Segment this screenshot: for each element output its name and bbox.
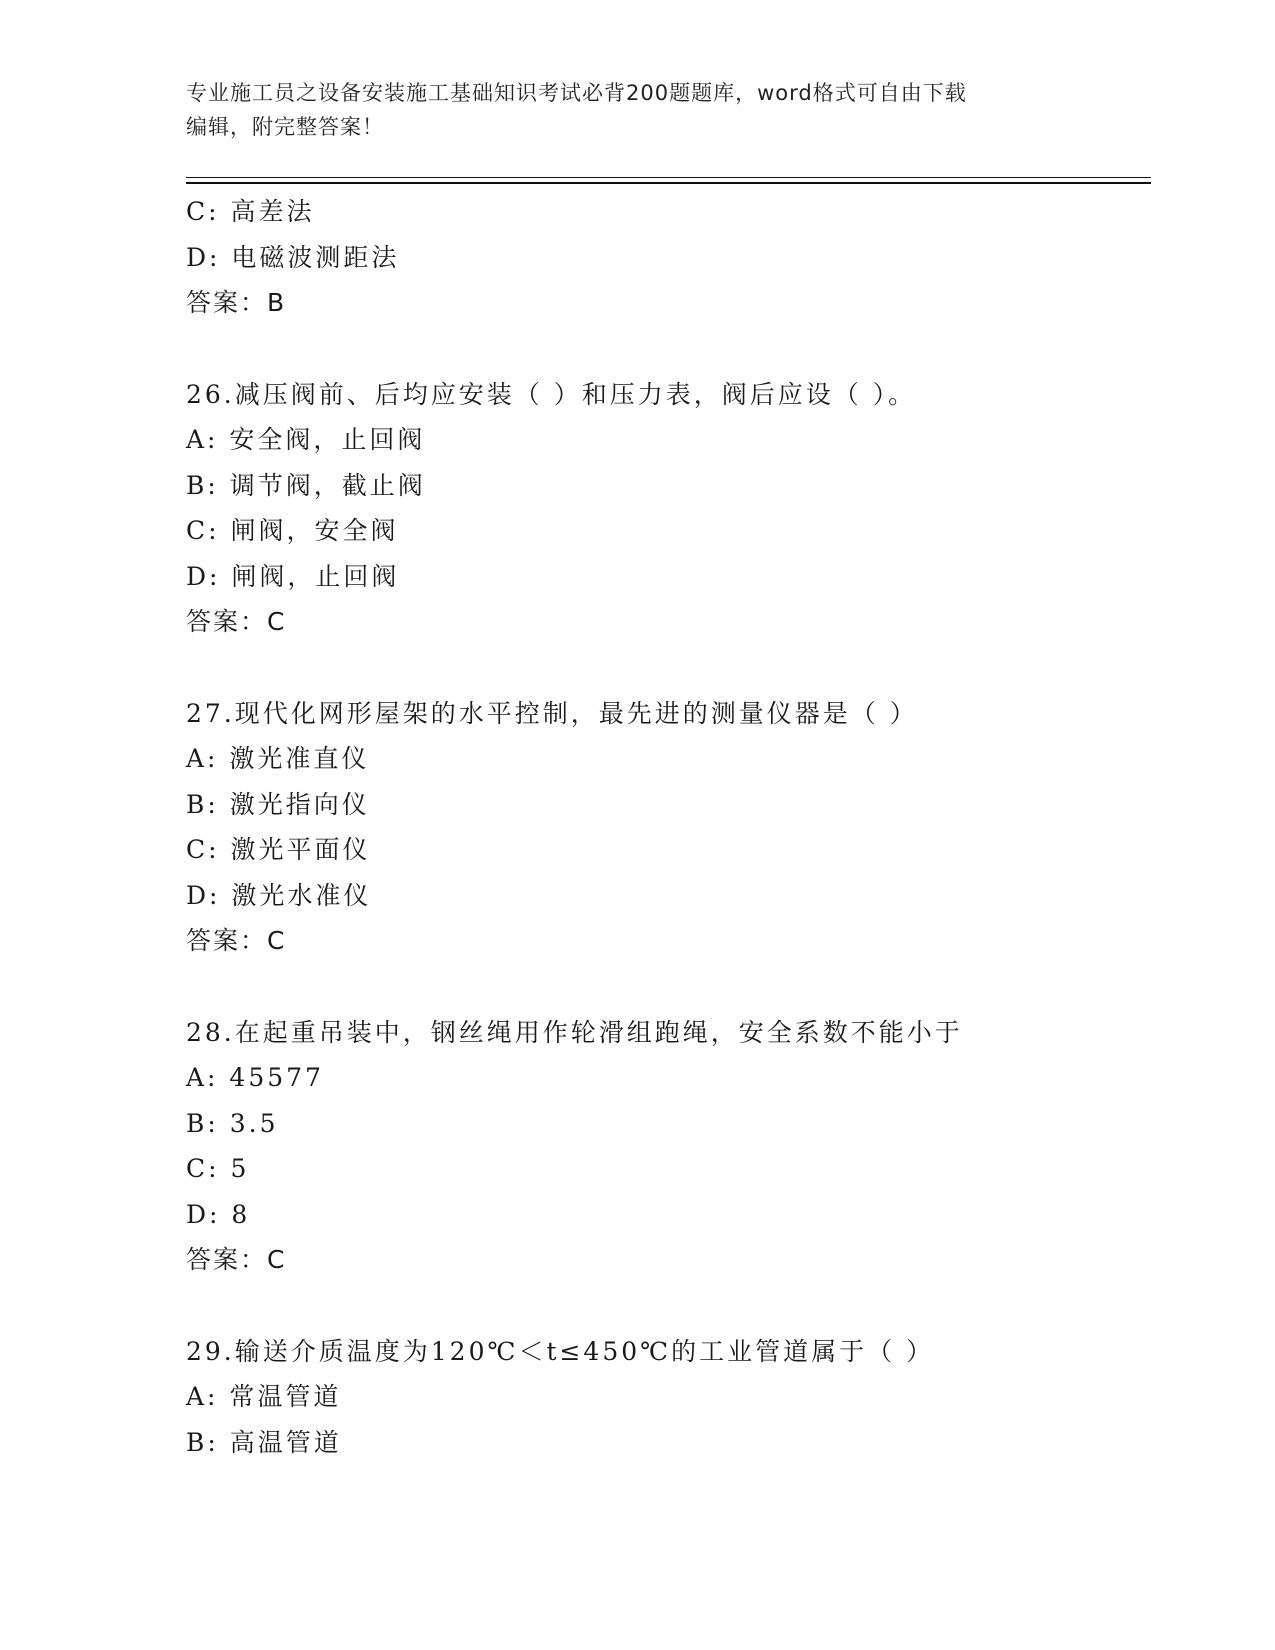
question-text: 28.在起重吊装中，钢丝绳用作轮滑组跑绳，安全系数不能小于	[186, 1017, 963, 1047]
answer-label: 答案：B	[186, 288, 287, 317]
option-c: C: 5	[186, 1154, 250, 1183]
question-29-block	[186, 1329, 1151, 1466]
spacer	[186, 1283, 1151, 1329]
answer-label: 答案：C	[186, 607, 287, 636]
question-text: 26.减压阀前、后均应安装（ ）和压力表，阀后应设（ ）。	[186, 379, 917, 409]
option-b: B: 调节阀，截止阀	[186, 470, 426, 500]
option-c: C: 闸阀，安全阀	[186, 516, 399, 545]
answer-label: 答案：C	[186, 926, 287, 955]
option-c: C: 激光平面仪	[186, 835, 371, 864]
question-text: 27.现代化网形屋架的水平控制，最先进的测量仪器是（ ）	[186, 698, 918, 728]
option-d: D: 闸阀，止回阀	[186, 561, 400, 591]
question-25-block	[186, 189, 1151, 326]
option-b: B: 3.5	[186, 1108, 279, 1138]
header-divider-thin	[186, 177, 1151, 178]
option-b: B: 激光指向仪	[186, 789, 370, 819]
header-title-line-2: 编辑，附完整答案！	[186, 115, 384, 139]
question-list	[186, 189, 1151, 1465]
option-b: B: 高温管道	[186, 1427, 342, 1457]
question-26-block	[186, 372, 1151, 645]
spacer	[186, 645, 1151, 691]
option-a: A: 45577	[186, 1063, 324, 1092]
spacer	[186, 326, 1151, 372]
option-c: C: 高差法	[186, 197, 315, 226]
option-d: D: 激光水准仪	[186, 880, 372, 910]
question-27-block	[186, 691, 1151, 964]
option-a: A: 常温管道	[186, 1382, 342, 1411]
answer-label: 答案：C	[186, 1245, 287, 1274]
question-text: 29.输送介质温度为120℃＜t≤450℃的工业管道属于（ ）	[186, 1336, 935, 1366]
question-28-block	[186, 1010, 1151, 1283]
option-a: A: 安全阀，止回阀	[186, 425, 426, 454]
spacer	[186, 964, 1151, 1010]
header-divider-thick	[186, 182, 1151, 184]
option-a: A: 激光准直仪	[186, 744, 370, 773]
option-d: D: 8	[186, 1199, 251, 1229]
document-header	[186, 76, 1086, 144]
header-title-line-1: 专业施工员之设备安装施工基础知识考试必背200题题库，word格式可自由下载	[186, 81, 967, 105]
option-d: D: 电磁波测距法	[186, 242, 400, 272]
